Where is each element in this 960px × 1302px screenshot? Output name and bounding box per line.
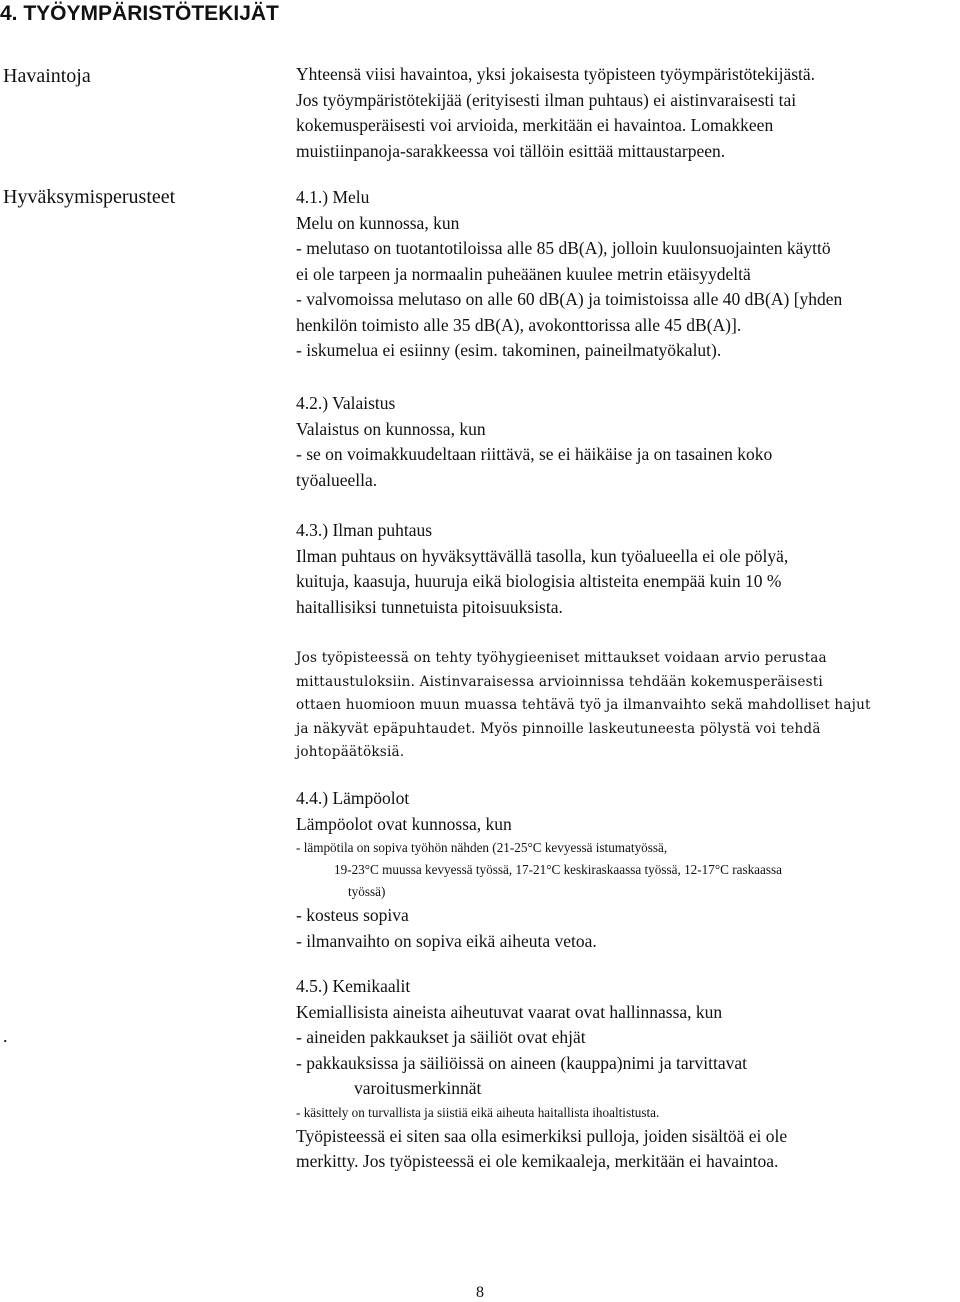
melu-line: - valvomoissa melutaso on alle 60 dB(A) ja toimistoissa alle 40 dB(A) [yhden bbox=[296, 289, 843, 309]
intro-line: kokemusperäisesti voi arvioida, merkitään ei havaintoa. Lomakkeen bbox=[296, 115, 774, 135]
intro-paragraph bbox=[296, 62, 960, 164]
melu-title: 4.1.) Melu bbox=[296, 187, 370, 207]
valaistus-line: työalueella. bbox=[296, 469, 378, 490]
valaistus-line: Valaistus on kunnossa, kun bbox=[296, 418, 486, 439]
lampo-line: - ilmanvaihto on sopiva eikä aiheuta vetoa. bbox=[296, 930, 597, 951]
kemikaalit-line: merkitty. Jos työpisteessä ei ole kemikaaleja, merkitään ei havaintoa. bbox=[296, 1151, 779, 1171]
lampo-line: - lämpötila on sopiva työhön nähden (21-25°C kevyessä istumatyössä, bbox=[296, 840, 668, 855]
ilma-line: haitallisiksi tunnetuista pitoisuuksista. bbox=[296, 596, 563, 617]
section-lampoolot bbox=[296, 786, 960, 954]
melu-line: Melu on kunnossa, kun bbox=[296, 212, 460, 233]
kemikaalit-line: Työpisteessä ei siten saa olla esimerkiksi pulloja, joiden sisältöä ei ole bbox=[296, 1125, 788, 1146]
section-kemikaalit bbox=[296, 974, 960, 1175]
ilma-line: kuituja, kaasuja, huuruja eikä biologisia altisteita enempää kuin 10 % bbox=[296, 571, 782, 591]
lampo-title: 4.4.) Lämpöolot bbox=[296, 788, 410, 808]
valaistus-title: 4.2.) Valaistus bbox=[296, 393, 396, 413]
ilma-note-line: Jos työpisteessä on tehty työhygieeniset mittaukset voidaan arvio perustaa bbox=[296, 650, 827, 666]
lampo-line: työssä) bbox=[348, 884, 386, 899]
melu-line: henkilön toimisto alle 35 dB(A), avokonttorissa alle 45 dB(A)]. bbox=[296, 314, 742, 335]
ilma-note-line: ottaen huomioon muun muassa tehtävä työ ja ilmanvaihto sekä mahdolliset hajut bbox=[296, 697, 871, 713]
lampo-line: 19-23°C muussa kevyessä työssä, 17-21°C keskiraskaassa työssä, 12-17°C raskaassa bbox=[334, 862, 783, 877]
melu-line: ei ole tarpeen ja normaalin puheäänen kuulee metrin etäisyydeltä bbox=[296, 263, 751, 284]
kemikaalit-line: - pakkauksissa ja säiliöissä on aineen (kauppa)nimi ja tarvittavat bbox=[296, 1052, 747, 1073]
kemikaalit-line: - aineiden pakkaukset ja säiliöt ovat ehjät bbox=[296, 1027, 586, 1047]
ilma-line: Ilman puhtaus on hyväksyttävällä tasolla, kun työalueella ei ole pölyä, bbox=[296, 545, 789, 566]
stray-dot: . bbox=[3, 1026, 8, 1046]
label-criteria: Hyväksymisperusteet bbox=[3, 186, 176, 208]
ilma-note-line: ja näkyvät epäpuhtaudet. Myös pinnoille laskeutuneesta pölystä voi tehdä bbox=[296, 720, 821, 737]
section-heading: 4. TYÖYMPÄRISTÖTEKIJÄT bbox=[0, 2, 279, 25]
melu-line: - melutaso on tuotantotiloissa alle 85 dB(A), jolloin kuulonsuojainten käyttö bbox=[296, 238, 831, 258]
ilma-note-line: johtopäätöksiä. bbox=[296, 744, 405, 760]
lampo-subtitle: Lämpöolot ovat kunnossa, kun bbox=[296, 813, 512, 834]
lampo-line: - kosteus sopiva bbox=[296, 905, 409, 925]
label-observations: Havaintoja bbox=[3, 65, 91, 87]
ilma-note bbox=[296, 647, 960, 765]
page-number: 8 bbox=[476, 1284, 484, 1301]
kemikaalit-line: varoitusmerkinnät bbox=[354, 1078, 482, 1098]
ilma-title: 4.3.) Ilman puhtaus bbox=[296, 520, 433, 540]
intro-line: Yhteensä viisi havaintoa, yksi jokaisesta työpisteen työympäristötekijästä. bbox=[296, 64, 816, 84]
intro-line: Jos työympäristötekijää (erityisesti ilman puhtaus) ei aistinvaraisesti tai bbox=[296, 89, 797, 110]
section-valaistus bbox=[296, 391, 960, 493]
ilma-note-line: mittaustuloksiin. Aistinvaraisessa arvioinnissa tehdään kokemusperäisesti bbox=[296, 673, 823, 690]
kemikaalit-line: Kemiallisista aineista aiheutuvat vaarat ovat hallinnassa, kun bbox=[296, 1001, 723, 1022]
melu-line: - iskumelua ei esiinny (esim. takominen, paineilmatyökalut). bbox=[296, 340, 722, 360]
valaistus-line: - se on voimakkuudeltaan riittävä, se ei häikäise ja on tasainen koko bbox=[296, 444, 773, 464]
intro-line: muistiinpanoja-sarakkeessa voi tällöin esittää mittaustarpeen. bbox=[296, 140, 726, 161]
kemikaalit-line: - käsittely on turvallista ja siistiä eikä aiheuta haitallista ihoaltistusta. bbox=[296, 1104, 660, 1120]
section-ilman-puhtaus bbox=[296, 518, 960, 620]
kemikaalit-title: 4.5.) Kemikaalit bbox=[296, 976, 411, 996]
section-melu bbox=[296, 185, 960, 364]
